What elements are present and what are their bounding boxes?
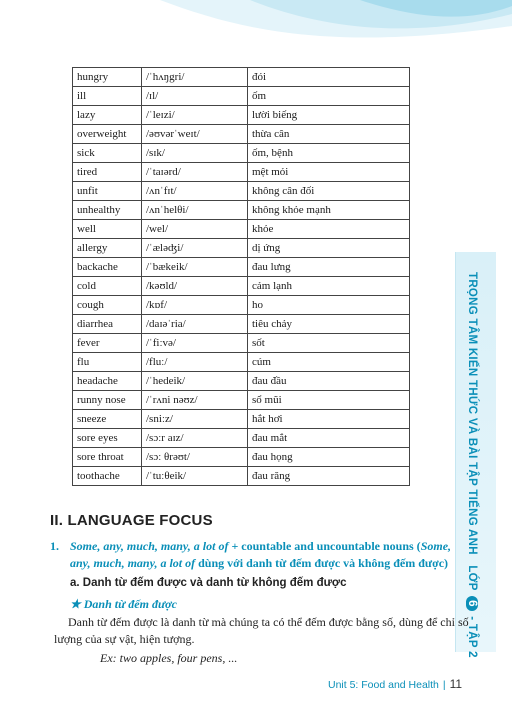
vocab-pronunciation: /fluː/ [142,353,248,372]
item-text-1: + countable and uncountable nouns ( [228,539,421,553]
vocab-pronunciation: /ˈfiːvə/ [142,334,248,353]
vocab-word: diarrhea [73,315,142,334]
vocab-pronunciation: /kɒf/ [142,296,248,315]
vocab-word: toothache [73,467,142,486]
vocab-pronunciation: /daɪəˈria/ [142,315,248,334]
grammar-item-1 [50,538,465,572]
vocab-pronunciation: /əʊvərˈweɪt/ [142,125,248,144]
table-row [73,239,410,258]
vocab-word: cold [73,277,142,296]
vocab-word: well [73,220,142,239]
table-row [73,429,410,448]
vocab-meaning: dị ứng [248,239,410,258]
vocab-meaning: ho [248,296,410,315]
header-wave-decoration [0,0,512,70]
vocab-pronunciation: /kəʊld/ [142,277,248,296]
unit-label: Unit 5: Food and Health [328,679,439,691]
vocab-pronunciation: /sɔː θrəʊt/ [142,448,248,467]
vocab-pronunciation: /ˈtaɪərd/ [142,163,248,182]
vocab-word: overweight [73,125,142,144]
table-row [73,448,410,467]
vocab-word: lazy [73,106,142,125]
page-footer [328,677,462,691]
vocab-word: sick [73,144,142,163]
vocab-pronunciation: /ʌnˈfɪt/ [142,182,248,201]
vocab-meaning: đau họng [248,448,410,467]
vocab-pronunciation: /ˈrʌni nəʊz/ [142,391,248,410]
vocab-pronunciation: /ˈtuːθeik/ [142,467,248,486]
vocab-meaning: sổ mũi [248,391,410,410]
table-row [73,467,410,486]
vocab-meaning: ốm [248,87,410,106]
grade-label: LỚP [466,565,478,591]
vocab-pronunciation: /ˈhʌŋgri/ [142,68,248,87]
table-row [73,353,410,372]
table-row [73,372,410,391]
vocab-meaning: lười biếng [248,106,410,125]
item-number: 1. [50,539,59,553]
table-row [73,391,410,410]
volume-label: - TẬP 2 [466,616,478,658]
vocab-word: runny nose [73,391,142,410]
vocab-pronunciation: /wel/ [142,220,248,239]
vocab-meaning: tiêu chảy [248,315,410,334]
vocabulary-table [72,67,410,486]
vocab-pronunciation: /ˈleɪzi/ [142,106,248,125]
vocab-word: flu [73,353,142,372]
vocab-meaning: ốm, bệnh [248,144,410,163]
vocab-pronunciation: /sɔːr aɪz/ [142,429,248,448]
item-quantifiers-2: Some, any, much, many, a lot of [70,539,452,570]
vocab-meaning: cảm lạnh [248,277,410,296]
vocab-word: tired [73,163,142,182]
vocab-word: ill [73,87,142,106]
section-title: II. LANGUAGE FOCUS [50,512,213,529]
vocab-meaning: không khỏe mạnh [248,201,410,220]
vocab-meaning: đau đầu [248,372,410,391]
table-row [73,106,410,125]
vocab-pronunciation: /ˈhedeik/ [142,372,248,391]
vocab-pronunciation: /sniːz/ [142,410,248,429]
vocab-word: unfit [73,182,142,201]
vocab-meaning: đói [248,68,410,87]
table-row [73,315,410,334]
table-row [73,334,410,353]
table-row [73,296,410,315]
vocab-word: sneeze [73,410,142,429]
vocab-word: sore eyes [73,429,142,448]
vocab-meaning: mệt mỏi [248,163,410,182]
vocab-meaning: thừa cân [248,125,410,144]
page-number: 11 [449,677,463,691]
vocab-meaning: khỏe [248,220,410,239]
vocab-word: fever [73,334,142,353]
table-row [73,182,410,201]
grade-number-badge: 6 [466,596,478,611]
vocab-word: unhealthy [73,201,142,220]
item-quantifiers-1: Some, any, much, many, a lot of [70,539,229,553]
countable-noun-heading: ★ Danh từ đếm được [70,597,177,611]
item-text-2: dùng với danh từ đếm được và không đếm được) [195,556,449,570]
subheading-a: a. Danh từ đếm được và danh từ không đếm được [70,577,347,589]
vocab-meaning: cúm [248,353,410,372]
table-row [73,258,410,277]
example-line: Ex: two apples, four pens, ... [100,651,238,665]
table-row [73,144,410,163]
table-row [73,277,410,296]
table-row [73,163,410,182]
vocab-meaning: sốt [248,334,410,353]
vocab-pronunciation: /ˈæləʤi/ [142,239,248,258]
vocab-meaning: hắt hơi [248,410,410,429]
vocab-pronunciation: /ɪl/ [142,87,248,106]
vocab-pronunciation: /ʌnˈhelθi/ [142,201,248,220]
table-row [73,68,410,87]
footer-separator: | [442,679,446,691]
vocab-word: hungry [73,68,142,87]
vocab-pronunciation: /ˈbækeik/ [142,258,248,277]
table-row [73,220,410,239]
vocab-word: cough [73,296,142,315]
vocab-meaning: đau răng [248,467,410,486]
table-row [73,125,410,144]
vocab-meaning: đau mắt [248,429,410,448]
vocab-meaning: không cân đối [248,182,410,201]
vocab-pronunciation: /sɪk/ [142,144,248,163]
vocab-word: headache [73,372,142,391]
table-row [73,201,410,220]
table-row [73,87,410,106]
vocab-word: backache [73,258,142,277]
book-title: TRỌNG TÂM KIẾN THỨC VÀ BÀI TẬP TIẾNG ANH [466,272,478,555]
vocab-meaning: đau lưng [248,258,410,277]
vocab-word: allergy [73,239,142,258]
definition-paragraph: Danh từ đếm được là danh từ mà chúng ta có thể đếm được bằng số, dùng để chỉ số lượng của sự vật, hiện tượng. [54,615,469,646]
table-row [73,410,410,429]
vocab-word: sore throat [73,448,142,467]
sidebar-book-title [466,272,478,658]
